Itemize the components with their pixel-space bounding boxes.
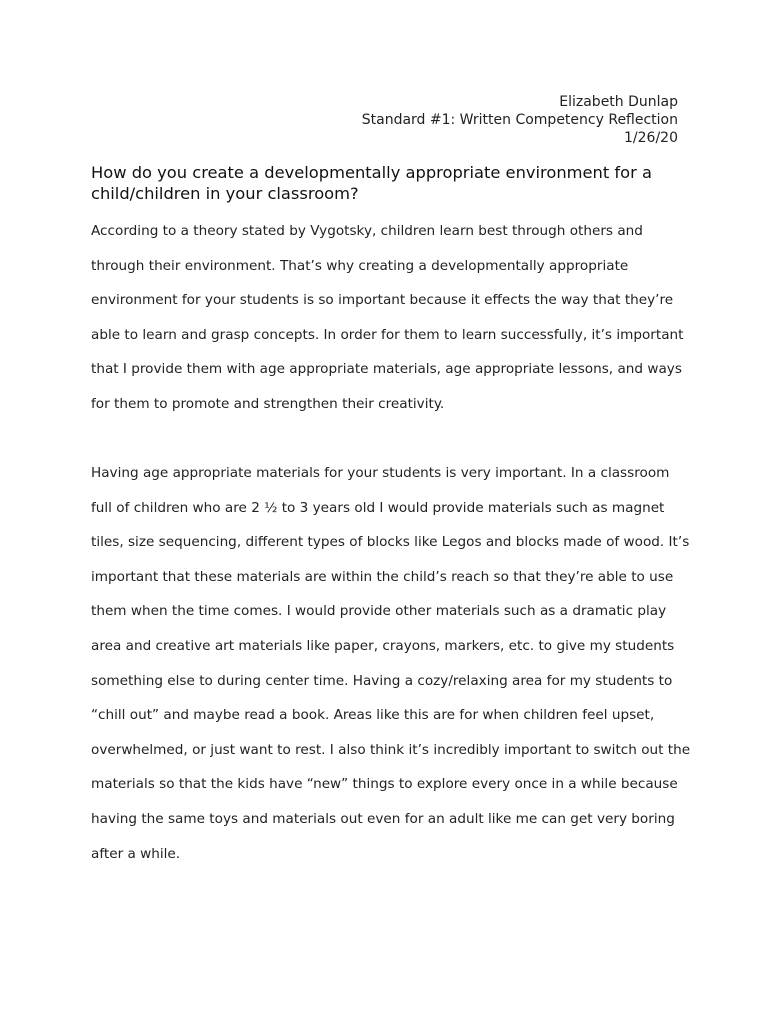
body-paragraph-2: Having age appropriate materials for your students is very important. In a classroom full of children who are 2 ½ to 3 years old I would provide materials such as magnet tiles, size sequencing, different types of blocks like Legos and blocks made of wood. It’s important that these materials are within the child’s reach so that they’re able to use them when the time comes. I would provide other materials such as a dramatic play area and creative art materials like paper, crayons, markers, etc. to give my students something else to during center time. Having a cozy/relaxing area for my students to “chill out” and maybe read a book. Areas like this are for when children feel upset, overwhelmed, or just want to rest. I also think it’s incredibly important to switch out the materials so that the kids have “new” things to explore every once in a while because having the same toys and materials out even for an adult like me can get very boring after a while.: [91, 465, 691, 862]
question-heading: How do you create a developmentally appropriate environment for a child/children in your classroom?: [91, 163, 652, 203]
standard-title: Standard #1: Written Competency Reflection: [361, 112, 678, 128]
body-paragraph-1: According to a theory stated by Vygotsky, children learn best through others and through their environment. That’s why creating a developmentally appropriate environment for your students is so important because it effects the way that they’re able to learn and grasp concepts. In order for them to learn successfully, it’s important that I provide them with age appropriate materials, age appropriate lessons, and ways for them to promote and strengthen their creativity.: [91, 223, 684, 412]
document-header: [362, 93, 678, 147]
author-name: Elizabeth Dunlap: [559, 94, 678, 110]
document-date: 1/26/20: [624, 130, 678, 146]
